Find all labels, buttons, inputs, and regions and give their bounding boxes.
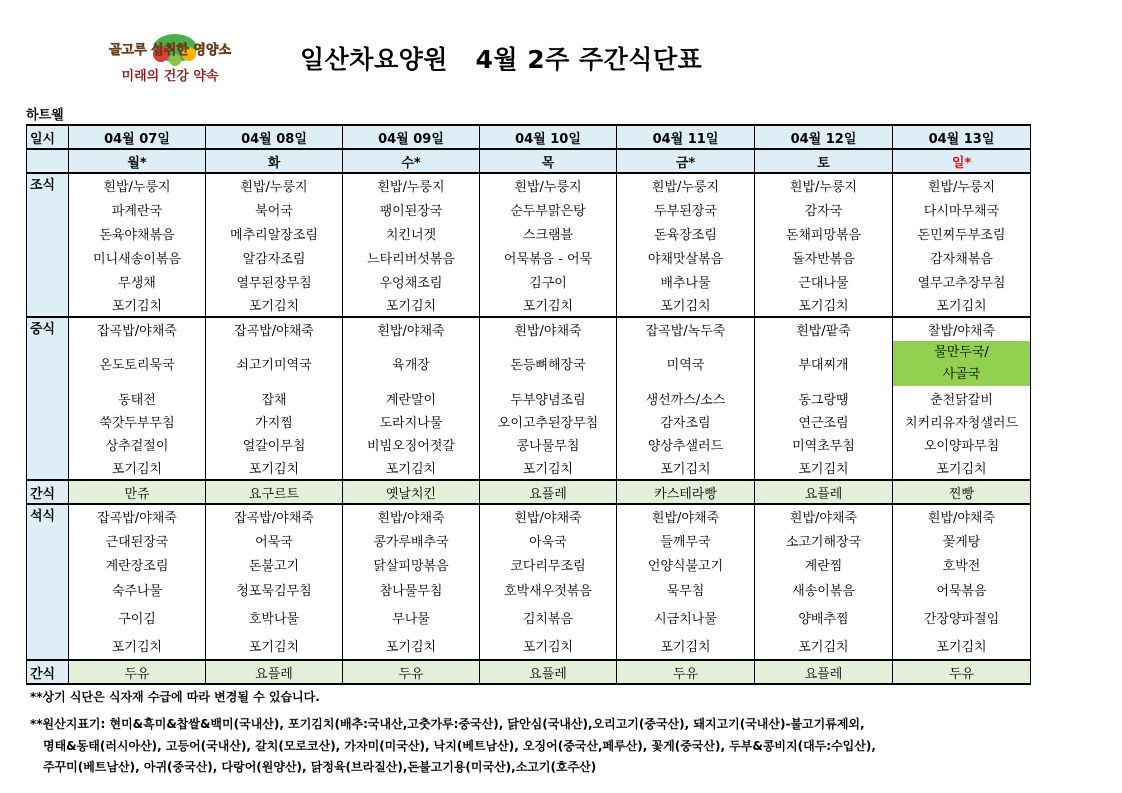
menu-item: 돈육장조림 <box>617 221 755 245</box>
menu-item: 흰밥/누룽지 <box>206 173 343 197</box>
menu-item: 메추리알장조림 <box>206 221 343 245</box>
lunch-row <box>27 386 1031 410</box>
snack-item: 요플레 <box>755 480 893 504</box>
day-cell: 금* <box>617 149 755 173</box>
menu-item: 알감자조림 <box>206 245 343 269</box>
menu-item: 미역초무침 <box>755 433 893 456</box>
breakfast-row <box>27 221 1031 245</box>
breakfast-row <box>27 173 1031 197</box>
change-notice: **상기 식단은 식자재 수급에 따라 변경될 수 있습니다. <box>30 690 320 704</box>
date-cell: 04월 09일 <box>343 125 480 149</box>
day-cell: 일* <box>893 149 1031 173</box>
menu-item: 새송이볶음 <box>755 577 893 602</box>
menu-item-line: 물만두국/ <box>934 344 989 360</box>
menu-item: 잡곡밥/야채죽 <box>69 504 206 528</box>
menu-item: 잡곡밥/야채죽 <box>69 317 206 341</box>
menu-item: 느타리버섯볶음 <box>343 245 480 269</box>
menu-item: 흰밥/누룽지 <box>755 173 893 197</box>
menu-item: 다시마무채국 <box>893 197 1031 221</box>
dinner-row <box>27 552 1031 577</box>
date-cell: 04월 07일 <box>69 125 206 149</box>
weekly-menu-table <box>26 124 1031 685</box>
menu-item: 포기김치 <box>480 456 617 480</box>
menu-item: 흰밥/야채죽 <box>343 504 480 528</box>
menu-item: 콩나물무침 <box>480 433 617 456</box>
menu-item: 가지찜 <box>206 410 343 433</box>
menu-item: 꽃게탕 <box>893 528 1031 552</box>
dinner-row <box>27 602 1031 632</box>
menu-item: 포기김치 <box>206 456 343 480</box>
menu-item: 두부양념조림 <box>480 386 617 410</box>
menu-item: 상추겉절이 <box>69 433 206 456</box>
menu-item: 배추나물 <box>617 269 755 293</box>
snack-item: 요플레 <box>480 660 617 684</box>
menu-item: 양상추샐러드 <box>617 433 755 456</box>
breakfast-row <box>27 293 1031 317</box>
menu-item: 온도토리묵국 <box>69 341 206 386</box>
menu-item <box>893 341 1031 386</box>
menu-item: 오이양파무침 <box>893 433 1031 456</box>
menu-item: 찰밥/야채죽 <box>893 317 1031 341</box>
menu-item: 잡곡밥/야채죽 <box>206 317 343 341</box>
menu-item-line: 사골국 <box>942 366 981 382</box>
menu-item: 팽이된장국 <box>343 197 480 221</box>
menu-item: 포기김치 <box>69 632 206 660</box>
dinner-row <box>27 528 1031 552</box>
menu-item: 어묵볶음 <box>893 577 1031 602</box>
menu-item: 무나물 <box>343 602 480 632</box>
menu-item: 순두부맑은탕 <box>480 197 617 221</box>
menu-item: 흰밥/야채죽 <box>893 504 1031 528</box>
menu-item: 야채맛살볶음 <box>617 245 755 269</box>
menu-item: 미니새송이볶음 <box>69 245 206 269</box>
menu-item: 계란찜 <box>755 552 893 577</box>
menu-item: 흰밥/야채죽 <box>755 504 893 528</box>
menu-item: 들깨무국 <box>617 528 755 552</box>
menu-item: 연근조림 <box>755 410 893 433</box>
menu-item: 어묵볶음 - 어묵 <box>480 245 617 269</box>
lunch-row <box>27 317 1031 341</box>
menu-item: 흰밥/누룽지 <box>343 173 480 197</box>
menu-item: 닭살피망볶음 <box>343 552 480 577</box>
menu-item: 쑥갓두부무침 <box>69 410 206 433</box>
menu-item: 흰밥/야채죽 <box>617 504 755 528</box>
menu-item: 우엉채조림 <box>343 269 480 293</box>
snack-item: 요플레 <box>755 660 893 684</box>
menu-item: 흰밥/야채죽 <box>480 504 617 528</box>
menu-item: 포기김치 <box>206 632 343 660</box>
header-corner: 일시 <box>27 125 69 149</box>
menu-item: 코다리무조림 <box>480 552 617 577</box>
menu-item: 오이고추된장무침 <box>480 410 617 433</box>
menu-item: 콩가루배추국 <box>343 528 480 552</box>
menu-item: 얼갈이무침 <box>206 433 343 456</box>
header-day-row <box>27 149 1031 173</box>
menu-item: 포기김치 <box>755 293 893 317</box>
menu-item: 생선까스/소스 <box>617 386 755 410</box>
menu-item: 구이김 <box>69 602 206 632</box>
menu-item: 포기김치 <box>343 293 480 317</box>
breakfast-row <box>27 197 1031 221</box>
menu-item: 청포묵김무침 <box>206 577 343 602</box>
menu-item: 춘천닭갈비 <box>893 386 1031 410</box>
day-cell: 월* <box>69 149 206 173</box>
menu-item: 열무고추장무침 <box>893 269 1031 293</box>
snack2-row <box>27 660 1031 684</box>
menu-item: 돈민찌두부조림 <box>893 221 1031 245</box>
dinner-row <box>27 504 1031 528</box>
menu-item: 돈육야채볶음 <box>69 221 206 245</box>
menu-item: 무생채 <box>69 269 206 293</box>
snack-item: 만쥬 <box>69 480 206 504</box>
menu-item: 호박전 <box>893 552 1031 577</box>
menu-item: 동그랑땡 <box>755 386 893 410</box>
menu-item: 양배추찜 <box>755 602 893 632</box>
menu-item: 흰밥/팥죽 <box>755 317 893 341</box>
snack-item: 요플레 <box>480 480 617 504</box>
menu-item: 돌자반볶음 <box>755 245 893 269</box>
lunch-row <box>27 456 1031 480</box>
menu-item: 돈등뼈해장국 <box>480 341 617 386</box>
menu-item: 파계란국 <box>69 197 206 221</box>
snack1-label: 간식 <box>27 480 69 504</box>
menu-item: 돈채피망볶음 <box>755 221 893 245</box>
menu-item: 동태전 <box>69 386 206 410</box>
menu-item: 포기김치 <box>617 293 755 317</box>
menu-item: 치커리유자청샐러드 <box>893 410 1031 433</box>
menu-item: 돈불고기 <box>206 552 343 577</box>
day-cell: 수* <box>343 149 480 173</box>
menu-item: 미역국 <box>617 341 755 386</box>
day-cell: 화 <box>206 149 343 173</box>
header-corner-blank <box>27 149 69 173</box>
menu-item: 흰밥/누룽지 <box>617 173 755 197</box>
dinner-label: 석식 <box>27 504 69 660</box>
menu-item: 포기김치 <box>480 632 617 660</box>
menu-item: 포기김치 <box>343 456 480 480</box>
snack-item: 두유 <box>69 660 206 684</box>
menu-item: 부대찌개 <box>755 341 893 386</box>
menu-item: 참나물무침 <box>343 577 480 602</box>
menu-item: 근대된장국 <box>69 528 206 552</box>
menu-item: 잡곡밥/야채죽 <box>206 504 343 528</box>
snack2-label: 간식 <box>27 660 69 684</box>
snack-item: 두유 <box>893 660 1031 684</box>
menu-item: 흰밥/누룽지 <box>69 173 206 197</box>
lunch-row <box>27 410 1031 433</box>
lunch-row <box>27 341 1031 386</box>
dinner-row <box>27 577 1031 602</box>
snack-item: 찐빵 <box>893 480 1031 504</box>
unit-label: 하트웰 <box>26 108 64 123</box>
menu-item: 포기김치 <box>69 456 206 480</box>
snack-item: 카스테라빵 <box>617 480 755 504</box>
menu-item: 흰밥/야채죽 <box>343 317 480 341</box>
menu-item: 포기김치 <box>206 293 343 317</box>
date-cell: 04월 08일 <box>206 125 343 149</box>
origin-line: **원산지표기: 현미&흑미&찹쌀&백미(국내산), 포기김치(배추:국내산,고춧가루:중국산), 닭안심(국내산),오리고기(중국산), 돼지고기(국내산)-불고기류제외, <box>30 717 865 731</box>
snack-item: 두유 <box>343 660 480 684</box>
menu-item: 스크램블 <box>480 221 617 245</box>
menu-item: 숙주나물 <box>69 577 206 602</box>
dinner-row <box>27 632 1031 660</box>
menu-item: 호박새우젓볶음 <box>480 577 617 602</box>
menu-item: 근대나물 <box>755 269 893 293</box>
menu-item: 계란말이 <box>343 386 480 410</box>
snack1-row <box>27 480 1031 504</box>
date-cell: 04월 12일 <box>755 125 893 149</box>
date-cell: 04월 10일 <box>480 125 617 149</box>
snack-item: 요플레 <box>206 660 343 684</box>
menu-item: 포기김치 <box>617 632 755 660</box>
page-title: 일산차요양원 4월 2주 주간식단표 <box>300 45 703 74</box>
menu-item: 감자채볶음 <box>893 245 1031 269</box>
menu-item: 열무된장무침 <box>206 269 343 293</box>
menu-item: 포기김치 <box>480 293 617 317</box>
logo-line1: 골고루 섭취한 영양소 <box>108 43 232 58</box>
menu-item: 포기김치 <box>343 632 480 660</box>
menu-item: 잡곡밥/녹두죽 <box>617 317 755 341</box>
origin-line: 주꾸미(베트남산), 아귀(중국산), 다랑어(원양산), 닭정육(브라질산),돈불고기용(미국산),소고기(호주산) <box>43 760 597 774</box>
menu-item: 쇠고기미역국 <box>206 341 343 386</box>
menu-item: 포기김치 <box>755 456 893 480</box>
menu-item: 북어국 <box>206 197 343 221</box>
menu-item: 잡채 <box>206 386 343 410</box>
header-date-row <box>27 125 1031 149</box>
breakfast-label: 조식 <box>27 173 69 317</box>
snack-item: 요구르트 <box>206 480 343 504</box>
menu-item: 흰밥/야채죽 <box>480 317 617 341</box>
logo <box>103 26 238 92</box>
day-cell: 목 <box>480 149 617 173</box>
menu-item: 김구이 <box>480 269 617 293</box>
menu-item: 포기김치 <box>69 293 206 317</box>
menu-item: 포기김치 <box>893 293 1031 317</box>
menu-item: 소고기해장국 <box>755 528 893 552</box>
menu-item: 흰밥/누룽지 <box>480 173 617 197</box>
lunch-row <box>27 433 1031 456</box>
menu-item: 도라지나물 <box>343 410 480 433</box>
menu-item: 치킨너겟 <box>343 221 480 245</box>
menu-item: 육개장 <box>343 341 480 386</box>
menu-item: 두부된장국 <box>617 197 755 221</box>
snack-item: 두유 <box>617 660 755 684</box>
origin-notice <box>30 714 1030 779</box>
menu-item: 간장양파절임 <box>893 602 1031 632</box>
menu-item: 감자조림 <box>617 410 755 433</box>
origin-line: 명태&동태(러시아산), 고등어(국내산), 갈치(모로코산), 가자미(미국산), 낙지(베트남산), 오징어(중국산,페루산), 꽃게(중국산), 두부&콩비지(대두:수입산), <box>43 738 876 753</box>
menu-item: 어묵국 <box>206 528 343 552</box>
menu-item: 시금치나물 <box>617 602 755 632</box>
menu-item: 감자국 <box>755 197 893 221</box>
menu-item: 언양식불고기 <box>617 552 755 577</box>
menu-item: 포기김치 <box>617 456 755 480</box>
day-cell: 토 <box>755 149 893 173</box>
date-cell: 04월 13일 <box>893 125 1031 149</box>
menu-item: 포기김치 <box>893 456 1031 480</box>
menu-item: 흰밥/누룽지 <box>893 173 1031 197</box>
menu-item: 비빔오징어젓갈 <box>343 433 480 456</box>
menu-item: 포기김치 <box>755 632 893 660</box>
logo-line2: 미래의 건강 약속 <box>121 69 219 84</box>
breakfast-row <box>27 269 1031 293</box>
menu-item: 계란장조림 <box>69 552 206 577</box>
menu-item: 아욱국 <box>480 528 617 552</box>
menu-item: 호박나물 <box>206 602 343 632</box>
snack-item: 옛날치킨 <box>343 480 480 504</box>
lunch-label: 중식 <box>27 317 69 480</box>
menu-item: 김치볶음 <box>480 602 617 632</box>
menu-item: 묵무침 <box>617 577 755 602</box>
date-cell: 04월 11일 <box>617 125 755 149</box>
breakfast-row <box>27 245 1031 269</box>
menu-item: 포기김치 <box>893 632 1031 660</box>
